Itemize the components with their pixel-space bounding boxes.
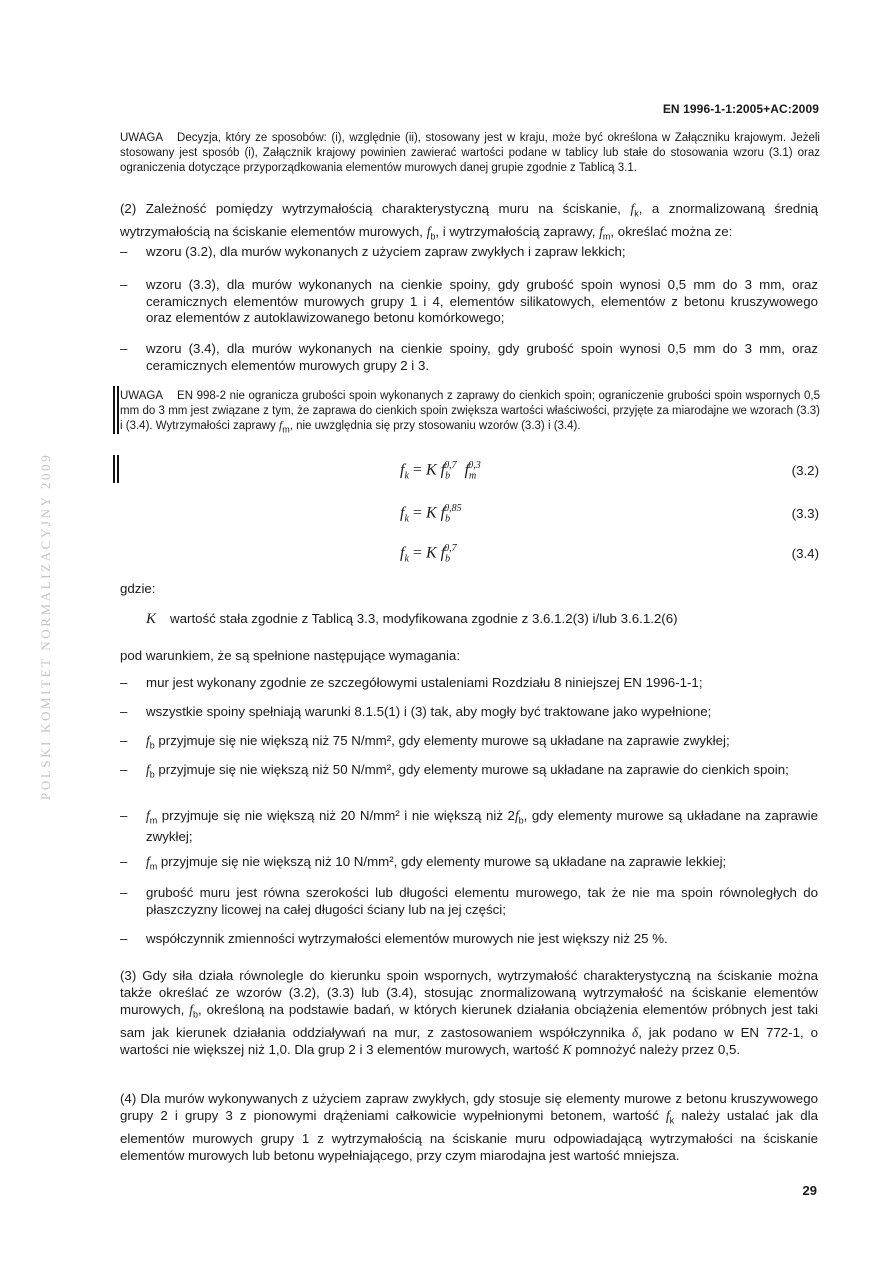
conditions-intro: pod warunkiem, że są spełnione następujące wymagania: [120,648,461,663]
note-1-label: UWAGA [120,132,164,144]
dash-bullet: – [120,808,128,823]
watermark-text: POLSKI KOMITET NORMALIZACYJNY 2009 [38,452,53,800]
note-2 [120,389,820,437]
symbol-k-const: K [146,611,157,627]
dash-bullet: – [120,277,128,292]
list-item [120,277,818,327]
list-item [120,931,818,948]
equation-3-2: $f_k = K$ $f_b^{0,7}$ $f_m^{0,3}$ [400,460,481,482]
note-2-text-b: , nie uwzględnia się przy stosowaniu wzorów (3.3) i (3.4). [289,420,581,432]
note-2-text-a: EN 998-2 nie ogranicza grubości spoin wykonanych z zaprawy do cienkich spoin; ograniczenie grubości spoin wspornych 0,5 mm do 3 mm jest związane z tym, że zaprawa do cienkich spoin zwiększa wartości właściwości, przyjęte za miarodajne we wzorach (3.3) i (3.4). Wytrzymałości zaprawy [120,390,820,432]
dash-bullet: – [120,733,128,748]
dash-bullet: – [120,931,128,946]
list-item [120,675,818,692]
para-2-text-d: , określać można ze: [610,223,733,239]
equation-3-3: $f_k = K$ $f_b^{0,85}$ [400,503,462,525]
list-item [120,885,818,918]
equation-number: (3.2) [791,463,819,478]
list-item [120,808,818,846]
change-bar [113,455,115,483]
para-2-text-b: , a znormalizowaną średnią wytrzymałością na ściskanie elementów murowych, [120,201,818,239]
list-item [120,854,818,875]
list-item-text: mur jest wykonany zgodnie ze szczegółowymi ustaleniami Rozdziału 8 niniejszej EN 1996-1-1; [146,675,703,690]
list-item-text: wzoru (3.2), dla murów wykonanych z użyciem zapraw zwykłych i zapraw lekkich; [146,244,626,259]
change-bar [117,386,119,434]
note-1-text: Decyzja, który ze sposobów: (i), względnie (ii), stosowany jest w kraju, może być określona w Załączniku krajowym. Jeżeli stosowany jest sposób (i), Załącznik krajowy powinien zawierać wartości podane w tablicy lub stałe do stosowania wzoru (3.1) oraz ograniczenia dotyczące przyporządkowania elementów murowych danej grupie zgodnie z Tablicą 3.1. [120,132,820,174]
note-2-label: UWAGA [120,390,164,402]
list-item-text: $f_m$ przyjmuje się nie większą niż 20 N/mm² i nie większą niż $2f_b$, gdy elementy murowe są układane na zaprawie zwykłej; [146,808,818,845]
dash-bullet: – [120,762,128,777]
list-item-text: wzoru (3.3), dla murów wykonanych na cienkie spoiny, gdy grubość spoin wynosi 0,5 mm do 3 mm, oraz ceramicznych elementów murowych grupy 1 i 4, elementów silikatowych, elementów z betonu kruszywowego oraz elementów z autoklawizowanego betonu komórkowego; [146,277,818,325]
where-label: gdzie: [120,581,156,596]
symbol-fb: $f_b$ [426,223,436,242]
paragraph-3: (3) Gdy siła działa równolegle do kierunku spoin wspornych, wytrzymałość charakterystyczną na ściskanie można także określać ze wzorów (3.2), (3.3) lub (3.4), stosując znormalizowaną wytrzymałość na ściskanie elementów murowych, $f_b$, określoną na podstawie badań, w których kierunek działania obciążenia elementów próbnych jest taki sam jak kierunek działania oddziaływań na mur, z zastosowaniem współczynnika δ, jak podano w EN 772-1, o wartości nie większej niż 1,0. Dla grup 2 i 3 elementów murowych, wartość K pomnożyć należy przez 0,5. [120,968,818,1057]
list-item-text: $f_b$ przyjmuje się nie większą niż 75 N/mm², gdy elementy murowe są układane na zaprawie zwykłej; [146,733,730,751]
symbol-fm: $f_m$ [599,223,611,242]
dash-bullet: – [120,244,128,259]
k-definition [146,610,818,628]
para-2-text-a: (2) Zależność pomiędzy wytrzymałością charakterystyczną muru na ściskanie, [120,201,631,216]
list-item [120,704,818,721]
paragraph-4: (4) Dla murów wykonywanych z użyciem zapraw zwykłych, gdy stosuje się elementy murowe z betonu kruszywowego grupy 2 i grupy 3 z pionowymi drążeniami całkowicie wypełnionymi betonem, wartość $f_k$ należy ustalać jak dla elementów murowych grupy 1 z wytrzymałością na ściskanie muru odpowiadającą wytrzymałości na ściskanie elementów murowych lub betonu wypełniającego, przy czym miarodajna jest wartość mniejsza. [120,1091,818,1163]
equation-number: (3.3) [791,506,819,521]
list-item [120,244,818,261]
list-item-text: $f_b$ przyjmuje się nie większą niż 50 N/mm², gdy elementy murowe są układane na zaprawie do cienkich spoin; [146,762,789,780]
dash-bullet: – [120,675,128,690]
list-item [120,733,818,754]
list-item [120,341,818,374]
list-item-text: wszystkie spoiny spełniają warunki 8.1.5(1) i (3) tak, aby mogły być traktowane jako wypełnione; [146,704,712,719]
dash-bullet: – [120,704,128,719]
k-definition-text: wartość stała zgodnie z Tablicą 3.3, modyfikowana zgodnie z 3.6.1.2(3) i/lub 3.6.1.2(6) [170,611,678,626]
list-item [120,762,818,783]
paragraph-2 [120,200,818,245]
symbol-fk: $f_k$ [630,201,639,219]
page-number: 29 [802,1183,817,1198]
para-2-text-c: , i wytrzymałością zaprawy, [435,223,600,239]
change-bar [113,386,115,434]
dash-bullet: – [120,341,128,356]
equation-3-4: $f_k = K$ $f_b^{0,7}$ [400,543,457,565]
dash-bullet: – [120,885,128,900]
list-item-text: $f_m$ przyjmuje się nie większą niż 10 N/mm², gdy elementy murowe są układane na zaprawie lekkiej; [146,854,727,872]
list-item-text: grubość muru jest równa szerokości lub długości elementu murowego, tak że nie ma spoin równoległych do płaszczyzny licowej na całej długości ściany lub na jej części; [146,885,818,917]
change-bar [117,455,119,483]
list-item-text: współczynnik zmienności wytrzymałości elementów murowych nie jest większy niż 25 %. [146,931,668,946]
standard-id-header: EN 1996-1-1:2005+AC:2009 [662,102,819,116]
equation-number: (3.4) [791,546,819,561]
symbol-fm: $f_m$ [279,420,290,435]
note-1 [120,131,820,176]
list-item-text: wzoru (3.4), dla murów wykonanych na cienkie spoiny, gdy grubość spoin wynosi 0,5 mm do 3 mm, oraz ceramicznych elementów murowych grupy 2 i 3. [146,341,818,373]
dash-bullet: – [120,854,128,869]
